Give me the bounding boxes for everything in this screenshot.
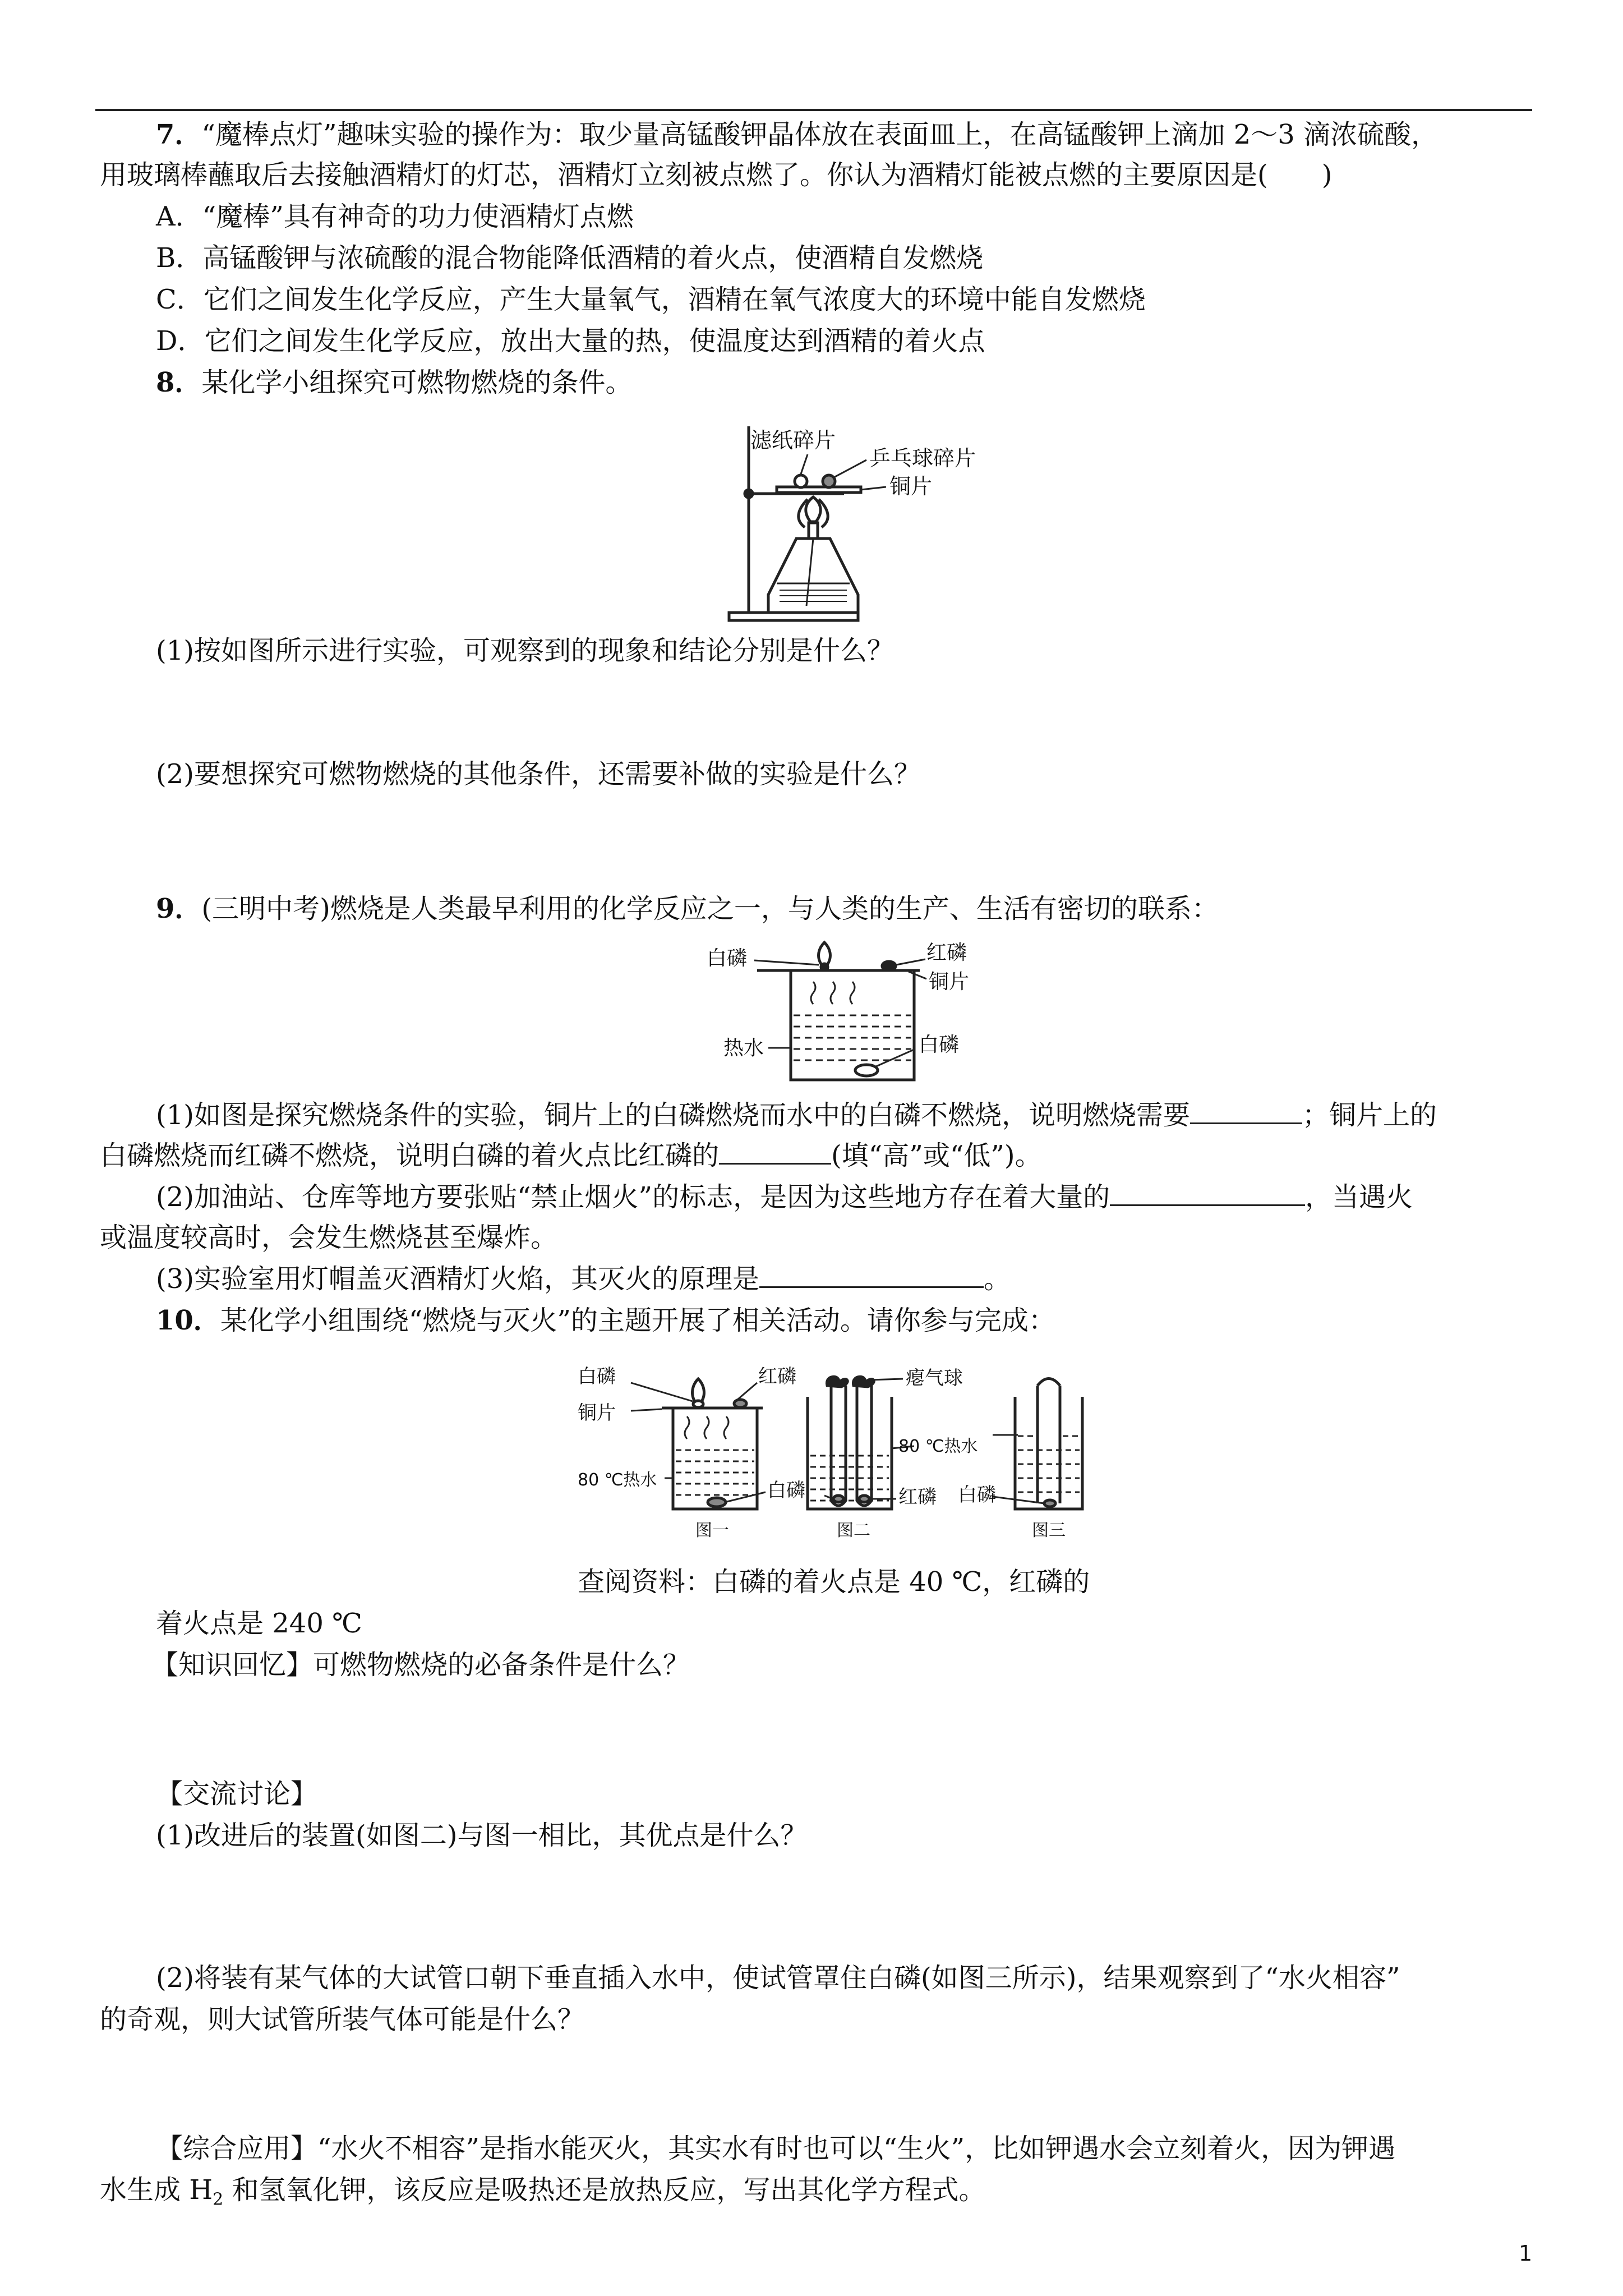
header-rule [95,109,1532,111]
page-number: 1 [1519,2241,1533,2266]
q8-label-filter-paper: 滤纸碎片 [750,428,836,453]
q9-label-white-phosphorus-top: 白磷 [707,947,748,970]
q9-figure-beaker [707,937,998,1096]
q7-option-d: D．它们之间发生化学反应，放出大量的热，使温度达到酒精的着火点 [156,325,985,357]
q9-label-white-phosphorus-water: 白磷 [919,1033,960,1056]
q10-info-line1: 查阅资料：白磷的着火点是 40 ℃，红磷的 [578,1566,1090,1598]
q10-apply-line2: 水生成 $H_2$ 和氢氧化钾，该反应是吸热还是放热反应，写出其化学方程式。 [100,2174,986,2210]
q10-discuss-1: (1)改进后的装置(如图二)与图一相比，其优点是什么？ [156,1820,808,1851]
q10-fig1-label-hot-water: 80 ℃热水 [578,1470,657,1490]
q10-caption-fig1: 图一 [695,1521,729,1540]
q10-fig1-label-white-phosphorus-water: 白磷 [767,1479,805,1502]
q10-figures [578,1352,1110,1545]
q10-fig2-label-red-phosphorus: 红磷 [898,1486,937,1508]
q9-blank-2[interactable] [719,1140,831,1165]
q10-discuss-2-line1: (2)将装有某气体的大试管口朝下垂直插入水中，使试管罩住白磷(如图三所示)，结果观察到了“水火相容” [156,1962,1400,1994]
q10-discuss-2-line2: 的奇观，则大试管所装气体可能是什么？ [100,2004,585,2035]
q9-sub2-line2: 或温度较高时，会发生燃烧甚至爆炸。 [100,1222,558,1253]
q10-recall: 【知识回忆】可燃物燃烧的必备条件是什么？ [151,1649,690,1681]
q9-stem: 9．(三明中考)燃烧是人类最早利用的化学反应之一，与人类的生产、生活有密切的联系： [156,893,1219,924]
q10-info-line2: 着火点是 240 ℃ [156,1608,362,1639]
q10-fig1-label-white-phosphorus: 白磷 [578,1365,616,1388]
q8-stem: 8．某化学小组探究可燃物燃烧的条件。 [156,367,633,398]
q7-option-c: C．它们之间发生化学反应，产生大量氧气，酒精在氧气浓度大的环境中能自发燃烧 [156,284,1146,315]
q10-apply-line1: 【综合应用】“水火不相容”是指水能灭火，其实水有时也可以“生火”，比如钾遇水会立刻着火，因为钾遇 [156,2133,1396,2164]
q8-label-pingpong: 乒乓球碎片 [869,446,976,471]
q9-sub1-line2: 白磷燃烧而红磷不燃烧，说明白磷的着火点比红磷的 (填“高”或“低”)。 [100,1140,1042,1171]
q9-label-red-phosphorus: 红磷 [926,941,967,964]
q7-line1: 7．“魔棒点灯”趣味实验的操作为：取少量高锰酸钾晶体放在表面皿上，在高锰酸钾上滴加 2～3 滴浓硫酸， [156,119,1438,150]
q9-blank-4[interactable] [759,1264,984,1288]
q10-fig2-label-hot-water: 80 ℃热水 [898,1437,978,1456]
q7-option-b: B．高锰酸钾与浓硫酸的混合物能降低酒精的着火点，使酒精自发燃烧 [156,242,984,274]
q8-number: 8． [156,367,202,398]
q9-number: 9． [156,893,202,924]
q9-sub2-line1: (2)加油站、仓库等地方要张贴“禁止烟火”的标志，是因为这些地方存在着大量的 ，当遇火 [156,1181,1413,1213]
q9-sub3: (3)实验室用灯帽盖灭酒精灯火焰，其灭火的原理是 。 [156,1263,1011,1295]
q8-sub1: (1)按如图所示进行实验，可观察到的现象和结论分别是什么？ [156,635,894,666]
q10-number: 10． [156,1305,220,1336]
q10-caption-fig2: 图二 [837,1521,870,1540]
q8-label-copper: 铜片 [889,474,933,499]
q10-stem: 10．某化学小组围绕“燃烧与灭火”的主题开展了相关活动。请你参与完成： [156,1305,1055,1336]
q9-sub1-line1: (1)如图是探究燃烧条件的实验，铜片上的白磷燃烧而水中的白磷不燃烧，说明燃烧需要 ；铜片上的 [156,1099,1437,1131]
q9-blank-3[interactable] [1110,1182,1305,1206]
q10-fig1-label-copper: 铜片 [578,1402,616,1424]
q7-line2: 用玻璃棒蘸取后去接触酒精灯的灯芯，酒精灯立刻被点燃了。你认为酒精灯能被点燃的主要原因是( ) [100,159,1332,191]
q10-caption-fig3: 图三 [1032,1521,1066,1540]
q9-blank-1[interactable] [1190,1100,1302,1124]
q7-number: 7． [156,119,202,150]
q10-fig3-label-white-phosphorus: 白磷 [958,1484,996,1506]
q9-label-copper: 铜片 [929,970,970,993]
q8-sub2: (2)要想探究可燃物燃烧的其他条件，还需要补做的实验是什么？ [156,758,921,790]
q8-figure-apparatus [723,415,981,631]
q10-fig1-label-red-phosphorus: 红磷 [758,1365,796,1388]
q7-option-a: A．“魔棒”具有神奇的功力使酒精灯点燃 [156,201,634,232]
q10-discuss-heading: 【交流讨论】 [156,1778,318,1810]
q9-label-hot-water: 热水 [723,1037,764,1060]
q10-fig2-label-balloon: 瘪气球 [906,1367,963,1389]
